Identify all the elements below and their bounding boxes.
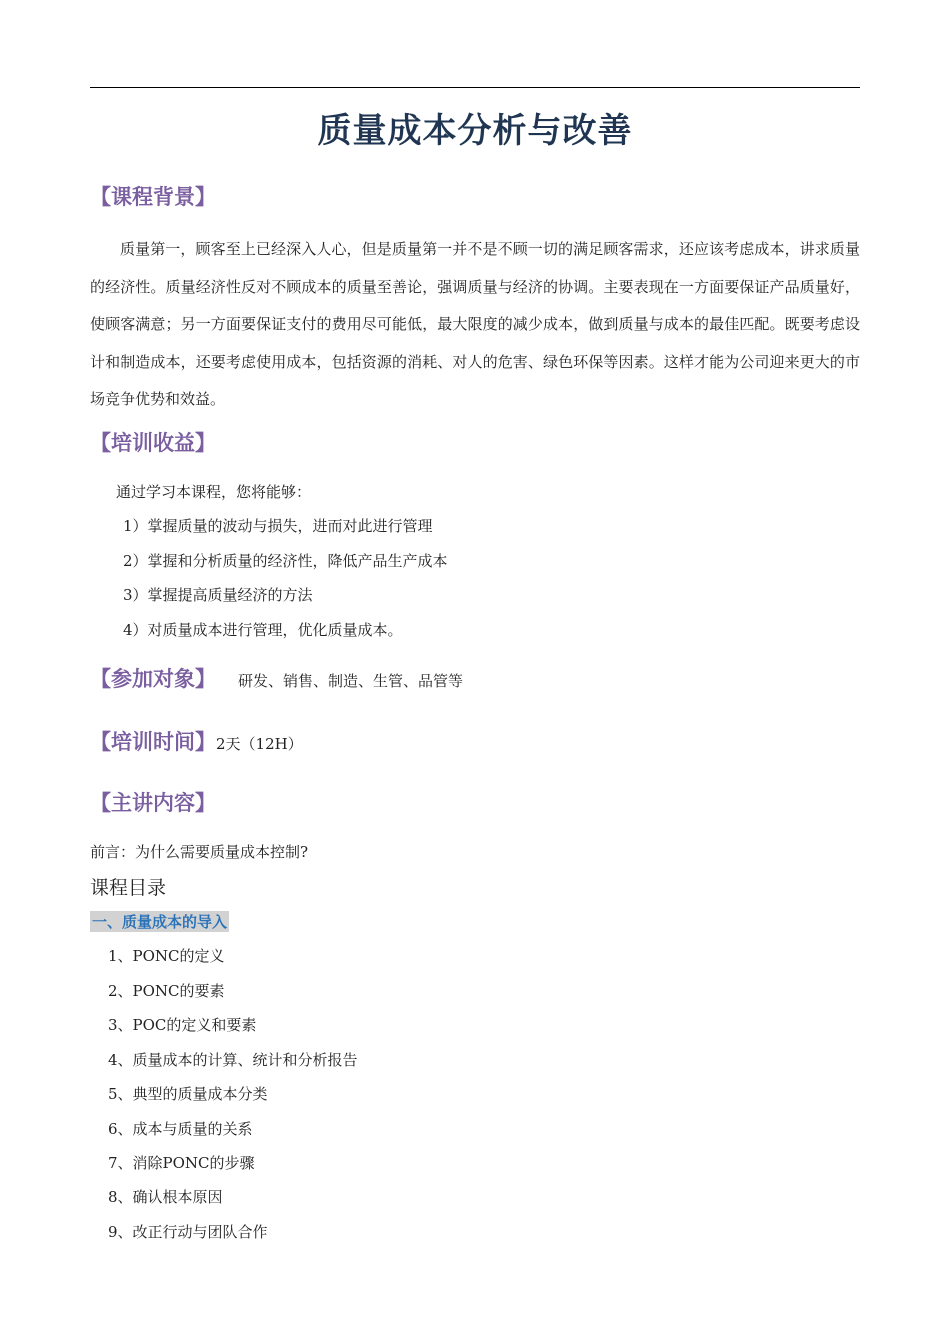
benefits-intro: 通过学习本课程，您将能够： — [116, 483, 312, 501]
heading-duration — [90, 726, 303, 756]
heading-content: 【主讲内容】 — [90, 791, 216, 815]
duration-value: 2天（12H） — [216, 735, 303, 753]
benefit-item-2: 2）掌握和分析质量的经济性，降低产品生产成本 — [123, 552, 448, 570]
benefit-item-1: 1）掌握质量的波动与损失，进而对此进行管理 — [123, 517, 433, 535]
toc-item-3: 3、POC的定义和要素 — [108, 1016, 257, 1034]
toc-item-5: 5、典型的质量成本分类 — [108, 1085, 268, 1103]
toc-item-1: 1、PONC的定义 — [108, 947, 225, 965]
toc-item-6: 6、成本与质量的关系 — [108, 1120, 253, 1138]
background-paragraph: 质量第一，顾客至上已经深入人心，但是质量第一并不是不顾一切的满足顾客需求，还应该考虑成本，讲求质量的经济性。质量经济性反对不顾成本的质量至善论，强调质量与经济的协调。主要表现在一方面要保证产品质量好，使顾客满意；另一方面要保证支付的费用尽可能低，最大限度的减少成本，做到质量与成本的最佳匹配。既要考虑设计和制造成本，还要考虑使用成本，包括资源的消耗、对人的危害、绿色环保等因素。这样才能为公司迎来更大的市场竞争优势和效益。 — [90, 240, 860, 408]
preface: 前言：为什么需要质量成本控制? — [90, 843, 309, 861]
top-rule — [90, 87, 860, 88]
audience-value: 研发、销售、制造、生管、品管等 — [238, 672, 464, 690]
benefit-item-3: 3）掌握提高质量经济的方法 — [123, 586, 313, 604]
page-title: 质量成本分析与改善 — [317, 111, 633, 151]
heading-background: 【课程背景】 — [90, 185, 216, 209]
toc-title: 课程目录 — [90, 877, 167, 899]
section-1-title: 一、质量成本的导入 — [92, 913, 228, 931]
heading-audience — [90, 663, 463, 693]
toc-item-4: 4、质量成本的计算、统计和分析报告 — [108, 1051, 358, 1069]
benefit-item-4: 4）对质量成本进行管理，优化质量成本。 — [123, 621, 403, 639]
toc-item-9: 9、改正行动与团队合作 — [108, 1223, 268, 1241]
toc-item-7: 7、消除PONC的步骤 — [108, 1154, 255, 1172]
audience-heading-text: 【参加对象】 — [90, 667, 216, 691]
toc-item-2: 2、PONC的要素 — [108, 982, 225, 1000]
heading-benefits: 【培训收益】 — [90, 431, 216, 455]
toc-item-8: 8、确认根本原因 — [108, 1188, 223, 1206]
duration-heading-text: 【培训时间】 — [90, 730, 216, 754]
